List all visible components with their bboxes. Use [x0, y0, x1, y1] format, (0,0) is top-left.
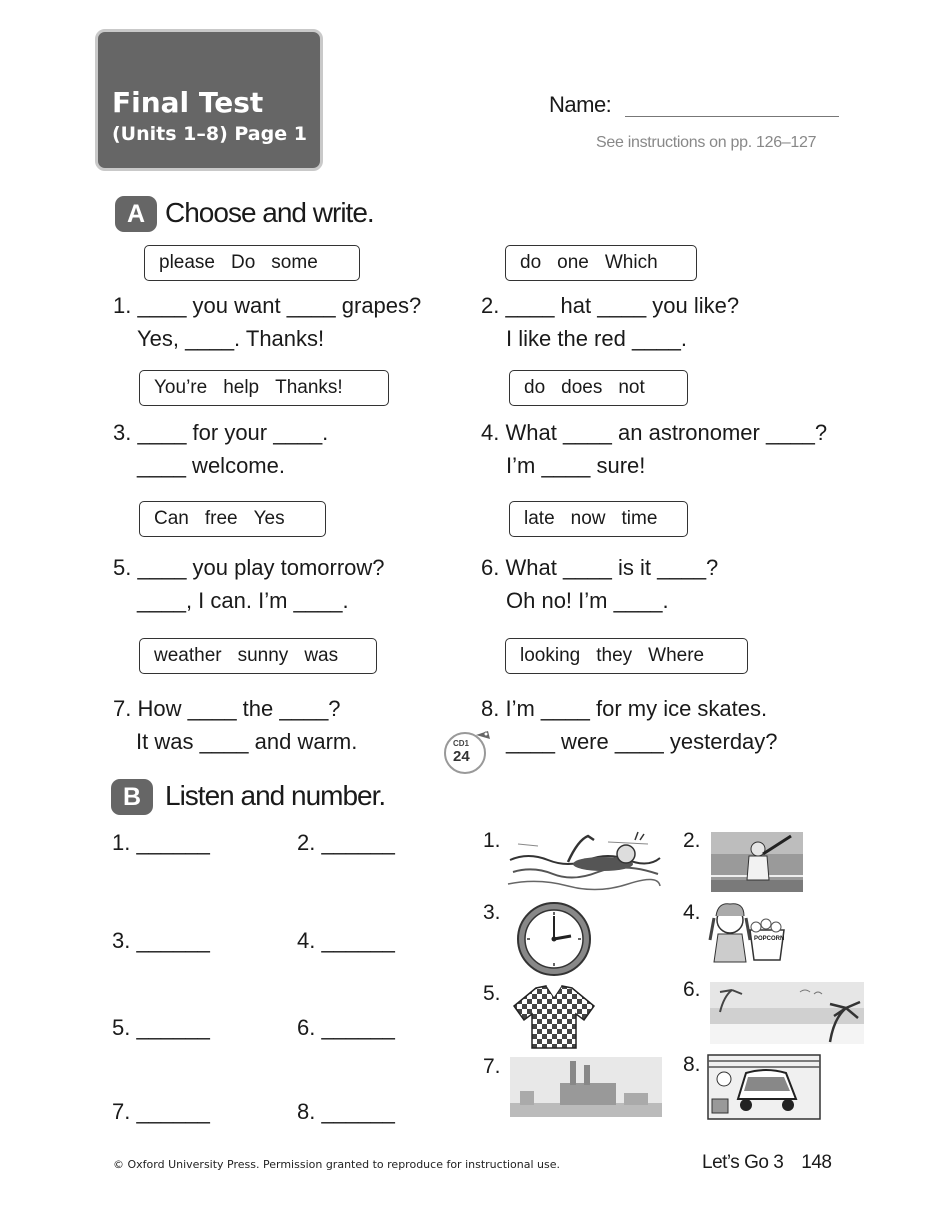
word: time: [621, 508, 658, 529]
word: do: [524, 377, 546, 398]
question-3: [113, 416, 328, 482]
popcorn-label: POPCORN: [754, 936, 785, 942]
question-number: 4.: [481, 420, 500, 445]
answer-line: Yes, ____. Thanks!: [137, 326, 325, 351]
answer-line: I like the red ____.: [506, 326, 688, 351]
answer-line: ____ were ____ yesterday?: [506, 729, 778, 754]
word-box-5: [139, 501, 326, 537]
question-number: 3.: [113, 420, 132, 445]
question-number: 2.: [481, 293, 500, 318]
question-line: What ____ is it ____?: [505, 555, 719, 580]
picture-number: 4.: [683, 901, 701, 924]
beach-picture: [710, 982, 864, 1044]
word: Which: [604, 252, 658, 273]
question-line: How ____ the ____?: [137, 696, 341, 721]
word: not: [618, 377, 645, 398]
question-line: What ____ an astronomer ____?: [505, 420, 828, 445]
question-2: [481, 289, 739, 355]
name-label: Name:: [549, 92, 612, 117]
test-subtitle: (Units 1–8) Page 1: [112, 123, 307, 145]
word: Where: [648, 645, 705, 666]
word: they: [596, 645, 633, 666]
test-title: Final Test: [112, 86, 264, 119]
picture-number: 8.: [683, 1053, 701, 1076]
word: late: [524, 508, 555, 529]
word: You’re: [154, 377, 208, 398]
word-box-2: [505, 245, 697, 281]
question-number: 8.: [481, 696, 500, 721]
section-b-title: Listen and number.: [165, 780, 386, 811]
word-box-4: [509, 370, 688, 406]
word-box-7: [139, 638, 377, 674]
picture-number: 1.: [483, 829, 501, 852]
answer-blank-7[interactable]: 7. ______: [112, 1099, 210, 1124]
picture-number: 6.: [683, 978, 701, 1001]
answer-line: ____ welcome.: [137, 453, 285, 478]
word: one: [557, 252, 589, 273]
page-number: 148: [801, 1152, 832, 1173]
answer-line: It was ____ and warm.: [136, 729, 358, 754]
word: please: [159, 252, 215, 273]
word: some: [271, 252, 318, 273]
word: help: [223, 377, 260, 398]
question-number: 1.: [113, 293, 132, 318]
checked-shirt-picture: [512, 984, 596, 1050]
word: Do: [231, 252, 256, 273]
question-5: [113, 551, 385, 617]
word-box-6: [509, 501, 688, 537]
title-badge: [95, 29, 323, 171]
name-field-line[interactable]: [625, 116, 839, 117]
page-footer: [702, 1152, 831, 1174]
answer-line: I’m ____ sure!: [506, 453, 646, 478]
answer-blank-6[interactable]: 6. ______: [297, 1015, 395, 1040]
section-a-letter: A: [115, 196, 157, 232]
question-line: ____ for your ____.: [137, 420, 329, 445]
answer-line: ____, I can. I’m ____.: [137, 588, 349, 613]
question-line: I’m ____ for my ice skates.: [505, 696, 768, 721]
picture-number: 7.: [483, 1055, 501, 1078]
question-4: [481, 416, 827, 482]
answer-blank-5[interactable]: 5. ______: [112, 1015, 210, 1040]
question-number: 6.: [481, 555, 500, 580]
question-number: 7.: [113, 696, 132, 721]
word: Yes: [253, 508, 285, 529]
book-title: Let’s Go 3: [702, 1152, 784, 1173]
word-box-8: [505, 638, 748, 674]
picture-number: 3.: [483, 901, 501, 924]
factory-picture: [510, 1057, 662, 1117]
garage-picture: [708, 1055, 820, 1119]
section-a-title: Choose and write.: [165, 197, 374, 228]
word-box-1: [144, 245, 360, 281]
word: sunny: [237, 645, 289, 666]
question-1: [113, 289, 421, 355]
copyright-note: © Oxford University Press. Permission granted to reproduce for instructional use.: [113, 1158, 561, 1171]
cd-label: CD1: [453, 739, 470, 748]
word: was: [304, 645, 339, 666]
word: looking: [520, 645, 581, 666]
answer-blank-1[interactable]: 1. ______: [112, 830, 210, 855]
answer-blank-4[interactable]: 4. ______: [297, 928, 395, 953]
word-box-3: [139, 370, 389, 406]
answer-blank-2[interactable]: 2. ______: [297, 830, 395, 855]
question-line: ____ hat ____ you like?: [505, 293, 740, 318]
question-8: [481, 692, 778, 758]
word: Thanks!: [275, 377, 343, 398]
question-line: ____ you play tomorrow?: [137, 555, 385, 580]
word: now: [570, 508, 606, 529]
answer-blank-8[interactable]: 8. ______: [297, 1099, 395, 1124]
picture-number: 5.: [483, 982, 501, 1005]
question-line: ____ you want ____ grapes?: [137, 293, 422, 318]
clock-picture: [513, 902, 595, 977]
popcorn-picture: [708, 900, 788, 962]
word: does: [561, 377, 603, 398]
word: weather: [154, 645, 222, 666]
word: Can: [154, 508, 189, 529]
baseball-picture: [711, 832, 803, 892]
question-7: [113, 692, 357, 758]
cd-track-number: 24: [453, 748, 470, 765]
swimming-picture: [508, 830, 660, 894]
answer-line: Oh no! I’m ____.: [506, 588, 669, 613]
question-6: [481, 551, 718, 617]
question-number: 5.: [113, 555, 132, 580]
picture-number: 2.: [683, 829, 701, 852]
cd-track-icon: [442, 729, 494, 775]
answer-blank-3[interactable]: 3. ______: [112, 928, 210, 953]
section-b-letter: B: [111, 779, 153, 815]
word: do: [520, 252, 542, 273]
word: free: [204, 508, 238, 529]
instructions-note: See instructions on pp. 126–127: [596, 134, 817, 151]
